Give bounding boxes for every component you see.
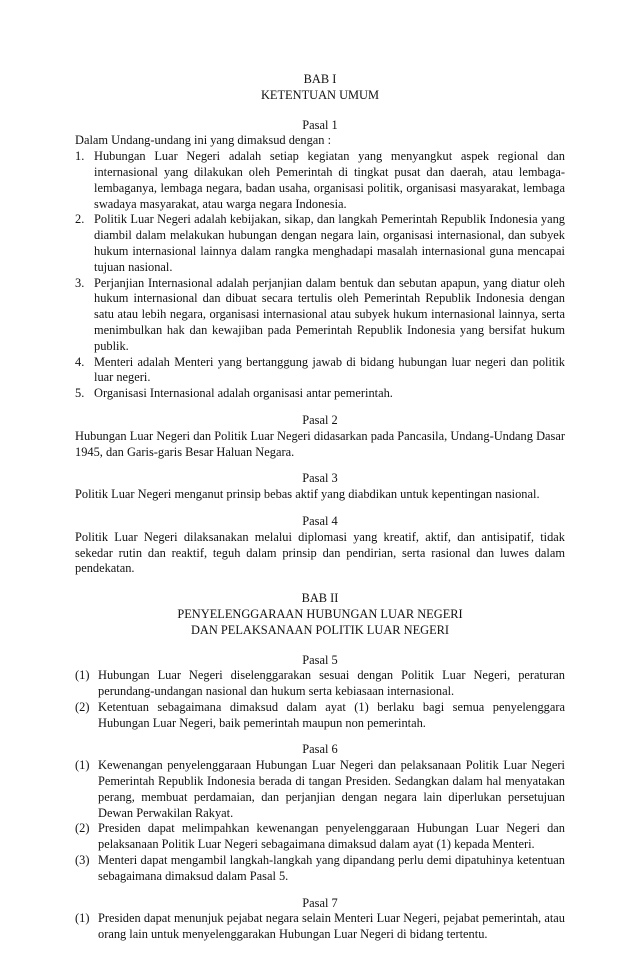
chapter-subtitle: PENYELENGGARAAN HUBUNGAN LUAR NEGERI [177,606,463,621]
item-number: 1. [75,149,85,164]
definition-item [75,212,565,275]
definition-item [75,355,565,387]
clause-item [75,758,565,821]
item-number: 3. [75,275,85,290]
clause-text: Menteri dapat mengambil langkah-langkah yang dipandang perlu demi dipatuhinya ketentuan sebagaimana dimaksud dalam Pasal 5. [98,853,565,883]
clause-number: (2) [75,699,90,714]
clause-item [75,911,565,943]
clause-number: (3) [75,853,90,868]
clause-number: (1) [75,668,90,683]
item-number: 4. [75,354,85,369]
clause-item [75,668,565,700]
clause-item [75,853,565,885]
clause-number: (1) [75,911,90,926]
chapter-subtitle: KETENTUAN UMUM [260,87,380,102]
article-paragraph: Politik Luar Negeri dilaksanakan melalui diplomasi yang kreatif, aktif, dan antisipatif, tidak sekedar rutin dan reaktif, teguh dalam prinsip dan pendirian, serta rasional dan luwes dalam pendekatan. [75,529,565,576]
article-heading: Pasal 2 [302,412,338,427]
definition-item [75,149,565,212]
article-heading: Pasal 4 [302,513,338,528]
clause-item [75,821,565,853]
item-number: 5. [75,386,85,401]
item-text: Organisasi Internasional adalah organisasi antar pemerintah. [94,386,393,401]
clause-text: Hubungan Luar Negeri diselenggarakan sesuai dengan Politik Luar Negeri, peraturan perundang-undangan nasional dan hukum serta kebiasaan internasional. [98,668,565,699]
chapter-title: BAB II [301,591,339,606]
chapter-title: BAB I [303,72,337,86]
clause-text: Presiden dapat melimpahkan kewenangan penyelenggaraan Hubungan Luar Negeri dan pelaksanaan Politik Luar Negeri sebagaimana dimaksud dalam ayat (1) kepada Menteri. [98,821,565,852]
document-page [75,72,565,943]
definition-item [75,276,565,355]
clause-text: Kewenangan penyelenggaraan Hubungan Luar Negeri dan pelaksanaan Politik Luar Negeri Pemerintah Republik Indonesia berada di tangan Presiden. Sedangkan dalam hal menyatakan perang, membuat perdamaian, dan perjanjian dengan negara lain diperlukan persetujuan Dewan Perwakilan Rakyat. [98,758,565,820]
chapter-subtitle: DAN PELAKSANAAN POLITIK LUAR NEGERI [190,622,450,637]
item-text: Menteri adalah Menteri yang bertanggung jawab di bidang hubungan luar negeri dan politik luar negeri. [94,354,565,385]
clause-number: (1) [75,758,90,773]
clause-text: Presiden dapat menunjuk pejabat negara selain Menteri Luar Negeri, pejabat pemerintah, atau orang lain untuk menyelenggarakan Hubungan Luar Negeri di bidang tertentu. [98,911,565,942]
article-heading: Pasal 3 [302,471,338,486]
item-text: Politik Luar Negeri adalah kebijakan, sikap, dan langkah Pemerintah Republik Indonesia yang diambil dalam melakukan hubungan dengan negara lain, organisasi internasional, dan subyek hukum internasional lainnya dalam rangka menghadapi masalah internasional guna mencapai tujuan nasional. [94,212,565,274]
item-text: Hubungan Luar Negeri adalah setiap kegiatan yang menyangkut aspek regional dan internasional yang dilakukan oleh Pemerintah di tingkat pusat dan daerah, atau lembaga-lembaganya, lembaga negara, badan usaha, organisasi politik, organisasi masyarakat, lembaga swadaya masyarakat, atau warga negara Indonesia. [94,149,565,211]
clause-text: Ketentuan sebagaimana dimaksud dalam ayat (1) berlaku bagi semua penyelenggara Hubungan Luar Negeri, baik pemerintah maupun non pemerintah. [98,699,565,730]
article-heading: Pasal 1 [302,117,338,132]
article-heading: Pasal 5 [302,652,338,667]
article-heading: Pasal 6 [302,742,338,757]
article-paragraph: Hubungan Luar Negeri dan Politik Luar Negeri didasarkan pada Pancasila, Undang-Undang Dasar 1945, dan Garis-garis Besar Haluan Negara. [75,428,565,459]
definition-item [75,386,565,402]
item-number: 2. [75,212,85,227]
article-paragraph: Politik Luar Negeri menganut prinsip bebas aktif yang diabdikan untuk kepentingan nasional. [75,487,540,502]
article-intro: Dalam Undang-undang ini yang dimaksud dengan : [75,133,332,148]
clause-number: (2) [75,821,90,836]
item-text: Perjanjian Internasional adalah perjanjian dalam bentuk dan sebutan apapun, yang diatur oleh hukum internasional dan dibuat secara tertulis oleh Pemerintah Republik Indonesia dengan satu atau lebih negara, organisasi internasional atau subyek hukum internasional lainnya, serta menimbulkan hak dan kewajiban pada Pemerintah Republik Indonesia yang bersifat hukum publik. [94,275,565,353]
clause-item [75,700,565,732]
article-heading: Pasal 7 [302,895,338,910]
